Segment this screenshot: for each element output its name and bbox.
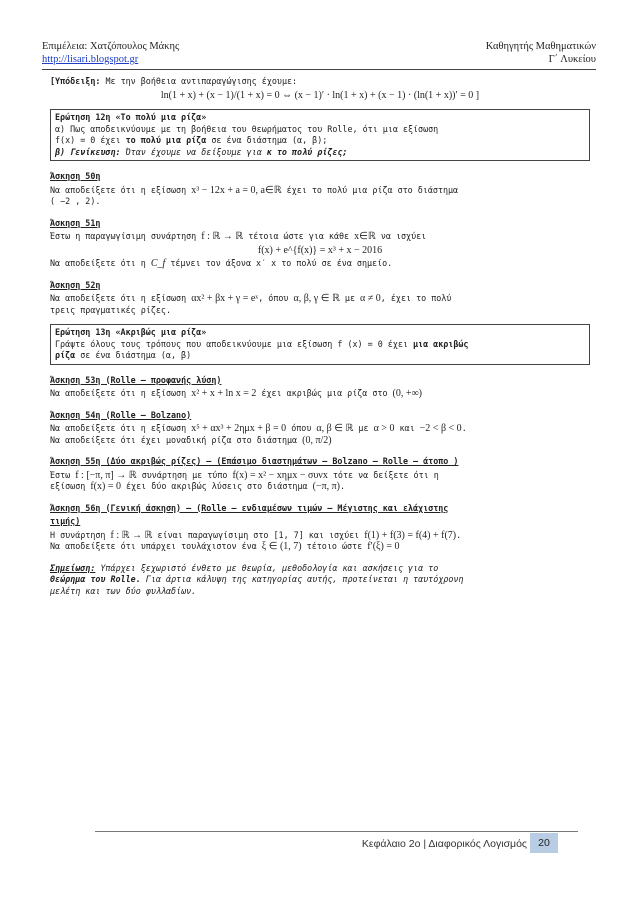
header-left	[42, 40, 179, 66]
hint-formula: ln(1 + x) + (x − 1)/(1 + x) = 0 ⇔ (x − 1)′ · ln(1 + x) + (x − 1) · (ln(1 + x))′ = 0 ]	[160, 89, 480, 101]
exercise-54-line-2	[50, 435, 590, 447]
q12-b-post: σε ένα διάστημα (α, β);	[206, 135, 328, 145]
ex56-l1-math: f : ℝ → ℝ	[110, 529, 153, 541]
exercise-52-line-2: τρεις πραγματικές ρίζες.	[50, 304, 172, 315]
ex51-l3-pre: Να αποδείξετε ότι η	[50, 258, 151, 268]
ex56-l1-post: .	[456, 529, 462, 540]
ex54-mid2: με	[353, 423, 374, 433]
question-13-line-1	[55, 339, 585, 351]
question-12-line-a: α) Πως αποδεικνύουμε με τη βοήθεια του θεωρήματος του Rolle, ότι μια εξίσωση	[55, 123, 439, 134]
ex52-pre: Να αποδείξετε ότι η εξίσωση	[50, 293, 192, 303]
ex55-math2: f(x) = x² − xημx − συνx	[232, 469, 328, 481]
question-12-box	[50, 109, 590, 161]
question-13-line-2	[55, 350, 585, 362]
ex54-math4: −2 < β < 0	[419, 423, 462, 434]
ex51-post: να ισχύει	[375, 231, 427, 241]
ex50-math: x³ − 12x + a = 0, a∈ℝ	[191, 184, 282, 196]
question-13-title: Ερώτηση 13η «Ακριβώς μια ρίζα»	[55, 327, 207, 337]
ex51-l3-math: C_f	[150, 258, 166, 269]
ex54-mid3: και	[394, 423, 420, 433]
grade-line: Γ΄ Λυκείου	[548, 54, 596, 65]
ex56-l1-pre: Η συνάρτηση	[50, 529, 111, 540]
exercise-50-line-2: ( −2 , 2).	[50, 196, 101, 206]
footer-chapter: Κεφάλαιο 2ο | Διαφορικός Λογισμός	[361, 838, 527, 850]
header-right	[486, 40, 596, 66]
ex51-math2: x∈ℝ	[354, 231, 376, 242]
ex52-math3: α ≠ 0	[360, 293, 381, 304]
q12-c-bold: β) Γενίκευση:	[55, 146, 121, 157]
exercise-54-title: Άσκηση 54η (Rolle – Bolzano)	[50, 409, 192, 420]
ex54-l2-math: (0, π/2)	[302, 434, 332, 446]
q12-b-bold: το πολύ μια ρίζα	[125, 135, 207, 145]
question-12-line-c	[55, 147, 585, 159]
ex55-pre: Έστω	[50, 469, 76, 480]
ex50-post: έχει το πολύ μια ρίζα στο διάστημα	[281, 184, 459, 195]
note-text-2: Για άρτια κάλυψη της κατηγορίας αυτής, προτείνεται η ταυτόχρονη	[140, 574, 464, 584]
exercise-53-title: Άσκηση 53η (Rolle – προφανής λύση)	[50, 374, 222, 385]
question-13-box	[50, 324, 590, 365]
question-12-title: Ερώτηση 12η «Το πολύ μια ρίζα»	[55, 112, 207, 122]
ex51-mid: τέτοια ώστε για κάθε	[243, 231, 355, 241]
ex56-l2-math2: f′(ξ) = 0	[367, 541, 400, 552]
exercise-52-title: Άσκηση 52η	[50, 279, 101, 290]
hint-text: Με την βοήθεια αντιπαραγώγισης έχουμε:	[100, 76, 298, 86]
note-line-3: μελέτη και των δύο φυλλαδίων.	[50, 585, 197, 596]
ex56-l1-math2: f(1) + f(3) = f(4) + f(7)	[364, 529, 457, 541]
ex52-mid2: με	[339, 293, 361, 303]
exercise-50-line-1	[50, 185, 590, 197]
exercise-56-line-2	[50, 541, 590, 553]
exercise-56-line-1	[50, 530, 590, 542]
teacher-line: Καθηγητής Μαθηματικών	[485, 41, 596, 52]
note-text-1: Υπάρχει ξεχωριστό ένθετο με θεωρία, μεθοδολογία και ασκήσεις για το	[95, 562, 439, 573]
ex53-math: x² + x + ln x = 2	[191, 388, 257, 399]
q13-l1-pre: Γράψτε όλους τους τρόπους που αποδεικνύουμε μια εξίσωση f (x) = 0 έχει	[55, 338, 413, 349]
ex53-mid: έχει ακριβώς μια ρίζα στο	[256, 388, 393, 398]
note-bold-2: Θεώρημα του Rolle.	[50, 574, 141, 584]
q12-b-pre: f(x) = 0 έχει	[55, 135, 126, 145]
exercise-53-line-1	[50, 388, 590, 400]
ex56-l1-mid: είναι παραγωγίσιμη στο [1, 7] και ισχύει	[152, 529, 365, 540]
ex55-l2-post: .	[340, 481, 346, 491]
q12-c-bold2: κ το πολύ ρίζες;	[266, 146, 348, 157]
exercise-55	[50, 456, 590, 493]
note-line-1	[50, 563, 590, 575]
q13-l2-post: σε ένα διάστημα (α, β)	[75, 350, 192, 360]
footer-divider	[95, 831, 578, 832]
ex54-math2: α, β ∈ ℝ	[316, 423, 354, 434]
ex56-l2-mid: τέτοιο ώστε	[301, 541, 368, 551]
q12-c-it: Όταν έχουμε να δείξουμε για	[120, 146, 267, 157]
ex56-l2-math: ξ ∈ (1, 7)	[261, 541, 302, 552]
ex54-pre: Να αποδείξετε ότι η εξίσωση	[50, 423, 192, 433]
ex50-pre: Να αποδείξετε ότι η εξίσωση	[50, 184, 192, 195]
page-content	[50, 76, 590, 597]
ex54-mid: όπου	[286, 423, 317, 433]
author-line: Επιμέλεια: Χατζόπουλος Μάκης	[42, 41, 180, 52]
header-divider	[42, 69, 596, 70]
ex51-l3-post: τέμνει τον άξονα x′ x το πολύ σε ένα σημείο.	[165, 258, 393, 268]
exercise-56-title-2: τιμής)	[50, 516, 81, 526]
exercise-50	[50, 171, 590, 208]
note-line-2	[50, 574, 590, 586]
question-12-line-b	[55, 135, 585, 147]
ex55-l2-mid: έχει δύο ακριβώς λύσεις στο διάστημα	[120, 481, 313, 491]
ex55-l2-math: f(x) = 0	[90, 481, 121, 492]
exercise-52	[50, 280, 590, 317]
ex52-mid: , όπου	[258, 293, 294, 303]
exercise-54	[50, 410, 590, 447]
note-label: Σημείωση:	[50, 562, 96, 573]
ex54-l2-pre: Να αποδείξετε ότι έχει μοναδική ρίζα στο διάστημα	[50, 434, 303, 445]
hint-line	[50, 76, 590, 88]
ex53-math2: (0, +∞)	[392, 388, 422, 399]
exercise-55-title: Άσκηση 55η (Δύο ακριβώς ρίζες) – (Επάσιμο διαστημάτων – Bolzano – Rolle – άτοπο )	[50, 456, 459, 466]
exercise-55-line-2	[50, 481, 590, 493]
exercise-51-title: Άσκηση 51η	[50, 217, 101, 228]
ex52-post: , έχει το πολύ	[380, 293, 452, 303]
ex55-post: τότε να δείξετε ότι η	[327, 469, 439, 480]
exercise-51	[50, 218, 590, 270]
exercise-53	[50, 375, 590, 400]
exercise-52-line-1	[50, 293, 590, 305]
hint-label: [Υπόδειξη:	[50, 76, 101, 86]
page-number: 20	[530, 833, 558, 853]
exercise-50-title: Άσκηση 50η	[50, 171, 101, 181]
ex55-l2-pre: εξίσωση	[50, 481, 91, 491]
ex54-post: .	[461, 423, 467, 433]
ex51-pre: Έστω η παραγωγίσιμη συνάρτηση	[50, 231, 202, 241]
ex55-mid: συνάρτηση με τύπο	[136, 469, 233, 480]
ex56-l2-pre: Να αποδείξετε ότι υπάρχει τουλάχιστον ένα	[50, 541, 262, 551]
exercise-51-line-1	[50, 231, 590, 243]
exercise-54-line-1	[50, 423, 590, 435]
ex51-math1: f : ℝ → ℝ	[201, 231, 244, 242]
ex54-math3: α > 0	[373, 423, 395, 434]
exercise-51-formula: f(x) + e^{f(x)} = x³ + x − 2016	[257, 244, 383, 256]
ex55-l2-math2: (−π, π)	[312, 481, 340, 492]
q13-l2-bold: ρίζα	[55, 350, 76, 360]
q13-l1-bold: μια ακριβώς	[413, 338, 469, 349]
exercise-55-line-1	[50, 470, 590, 482]
exercise-51-line-3	[50, 258, 590, 270]
ex52-math2: α, β, γ ∈ ℝ	[293, 293, 340, 304]
note-block	[50, 563, 590, 598]
ex55-math1: f : [−π, π] → ℝ	[75, 469, 137, 481]
exercise-56	[50, 503, 590, 553]
ex52-math1: αx² + βx + γ = eˣ	[191, 293, 259, 304]
ex53-pre: Να αποδείξετε ότι η εξίσωση	[50, 388, 192, 398]
blog-link[interactable]: http://lisari.blogspot.gr	[42, 54, 139, 65]
exercise-56-title-1: Άσκηση 56η (Γενική άσκηση) – (Rolle – ενδιαμέσων τιμών – Μέγιστης και ελάχιστης	[50, 502, 449, 513]
ex54-math: x⁵ + αx³ + 2ημx + β = 0	[191, 423, 287, 434]
